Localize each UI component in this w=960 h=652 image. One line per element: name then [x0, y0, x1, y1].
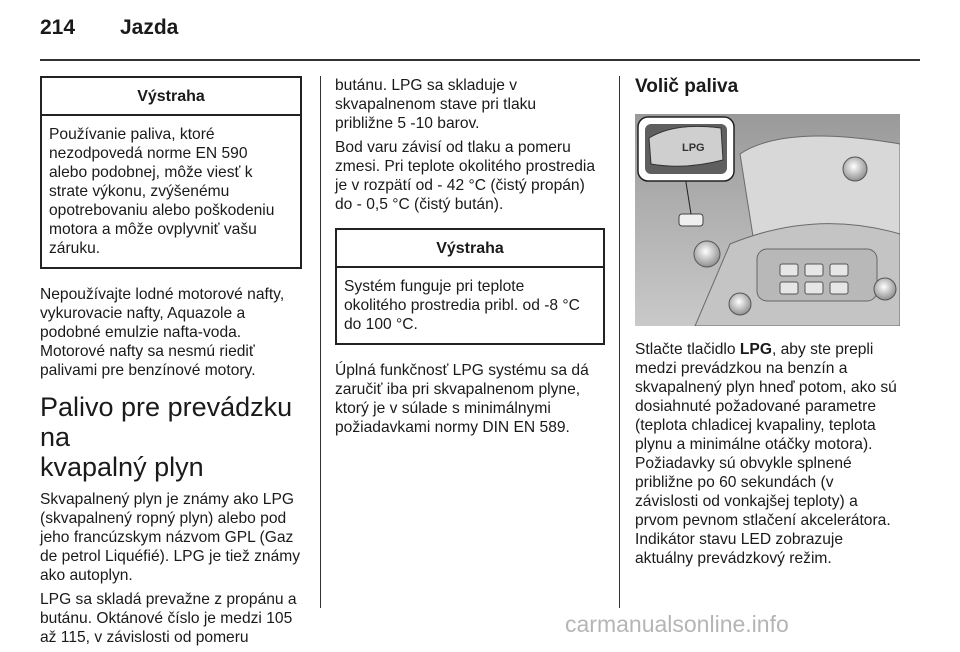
text-line: aktuálny prevádzkový režim.: [635, 550, 832, 567]
paragraph-lpg-composition: [40, 590, 302, 647]
text-line: alebo podobnej, môže viesť k: [49, 164, 253, 181]
text-line: približne po 60 sekundách (v: [635, 474, 834, 491]
fuel-selector-figure: [635, 114, 900, 326]
text-line: Požiadavky sú obvykle splnené: [635, 455, 852, 472]
warning-title-1: Výstraha: [42, 78, 300, 116]
text-line: Indikátor stavu LED zobrazuje: [635, 531, 844, 548]
lpg-bold-text: LPG: [739, 341, 772, 358]
warning-body-1: [42, 116, 300, 267]
warning-box-1: [40, 76, 302, 269]
heading-fuel-selector: Volič paliva: [635, 76, 739, 97]
text-line: vykurovacie nafty, Aquazole a: [40, 305, 246, 322]
knob-icon: [694, 241, 720, 267]
climate-button: [805, 264, 823, 276]
text-line: závislosti od vonkajšej teploty) a: [635, 493, 858, 510]
text-line: až 115, v závislosti od pomeru: [40, 629, 249, 646]
knob-icon: [843, 157, 867, 181]
text-line: dosiahnuté požadované parametre: [635, 398, 877, 415]
heading-line: Palivo pre prevádzku na: [40, 392, 293, 452]
text-line: opotrebovaniu alebo poškodeniu: [49, 202, 275, 219]
text-line: Bod varu závisí od tlaku a pomeru: [335, 139, 571, 156]
text-line: palivami pre benzínové motory.: [40, 362, 256, 379]
knob-icon: [729, 293, 751, 315]
heading-line: kvapalný plyn: [40, 452, 204, 482]
text-line: Systém funguje pri teplote: [344, 278, 525, 295]
text-line: motora a môže ovplyvniť vašu: [49, 221, 257, 238]
text-line: záruku.: [49, 240, 101, 257]
knob-icon: [874, 278, 896, 300]
text-line: Motorové nafty sa nesmú riediť: [40, 343, 255, 360]
text-line: butánu. Oktánové číslo je medzi 105: [40, 610, 293, 627]
text-line: Skvapalnený plyn je známy ako LPG: [40, 491, 294, 508]
warning-box-2: [335, 228, 605, 345]
paragraph-boiling-point: [335, 138, 605, 214]
page-number: 214: [40, 16, 76, 39]
warning-body-2: [337, 268, 603, 343]
text-line: de petrol Liquéfié). LPG je tiež známy: [40, 548, 301, 565]
text-line: približne 5 -10 barov.: [335, 115, 480, 132]
text-line: do - 0,5 °C (čistý bután).: [335, 196, 504, 213]
watermark: carmanualsonline.info: [565, 611, 789, 637]
column-1: [40, 76, 302, 652]
warning-title-2: Výstraha: [337, 230, 603, 268]
text-line: zmesi. Pri teplote okolitého prostredia: [335, 158, 596, 175]
text-line: ktorý je v súlade s minimálnymi: [335, 400, 551, 417]
header-rule: [40, 59, 920, 61]
column-3: [635, 76, 905, 573]
column-divider-2: [619, 76, 620, 608]
text-line: podobné emulzie nafta-voda.: [40, 324, 242, 341]
text-line: zaručiť iba pri skvapalnenom plyne,: [335, 381, 581, 398]
section-title: Jazda: [120, 16, 179, 39]
text-line: (teplota chladicej kvapaliny, teplota: [635, 417, 876, 434]
paragraph-lpg-intro: [40, 490, 302, 585]
text-line: [635, 340, 905, 359]
paragraph-storage: [335, 76, 605, 133]
text-line: butánu. LPG sa skladuje v: [335, 77, 518, 94]
climate-button: [780, 282, 798, 294]
text-line: plynu a minimálne otáčky motora).: [635, 436, 873, 453]
text-line: skvapalnenom stave pri tlaku: [335, 96, 537, 113]
climate-button: [830, 282, 848, 294]
text-line: skvapalnený plyn hneď potom, ako sú: [635, 379, 897, 396]
text-line: prvom pevnom stlačení akcelerátora.: [635, 512, 891, 529]
column-divider-1: [320, 76, 321, 608]
text-line: nezodpovedá norme EN 590: [49, 145, 248, 162]
text-line: strate výkonu, zvýšenému: [49, 183, 230, 200]
text-line: (skvapalnený ropný plyn) alebo pod: [40, 510, 287, 527]
text-span: , aby ste prepli: [771, 341, 874, 358]
climate-button: [805, 282, 823, 294]
lpg-button-label: LPG: [682, 142, 705, 154]
text-line: Nepoužívajte lodné motorové nafty,: [40, 286, 285, 303]
text-line: ako autoplyn.: [40, 567, 133, 584]
text-line: je v rozpätí od - 42 °C (čistý propán): [335, 177, 585, 194]
paragraph-functionality: [335, 361, 605, 437]
text-line: okolitého prostredia pribl. od -8 °C: [344, 297, 580, 314]
heading-lpg: [40, 392, 302, 482]
paragraph-selector: [635, 340, 905, 568]
text-span: Stlačte tlačidlo: [635, 341, 740, 358]
text-line: do 100 °C.: [344, 316, 418, 333]
text-line: jeho francúzskym názvom GPL (Gaz: [40, 529, 294, 546]
text-line: LPG sa skladá prevažne z propánu a: [40, 591, 297, 608]
climate-button: [830, 264, 848, 276]
paragraph-diesel: [40, 285, 302, 380]
text-line: medzi prevádzkou na benzín a: [635, 360, 848, 377]
column-2: [335, 76, 605, 442]
lpg-button-small: [679, 214, 703, 226]
climate-button: [780, 264, 798, 276]
text-line: Používanie paliva, ktoré: [49, 126, 215, 143]
text-line: Úplná funkčnosť LPG systému sa dá: [335, 362, 589, 379]
text-line: požiadavkami normy DIN EN 589.: [335, 419, 570, 436]
